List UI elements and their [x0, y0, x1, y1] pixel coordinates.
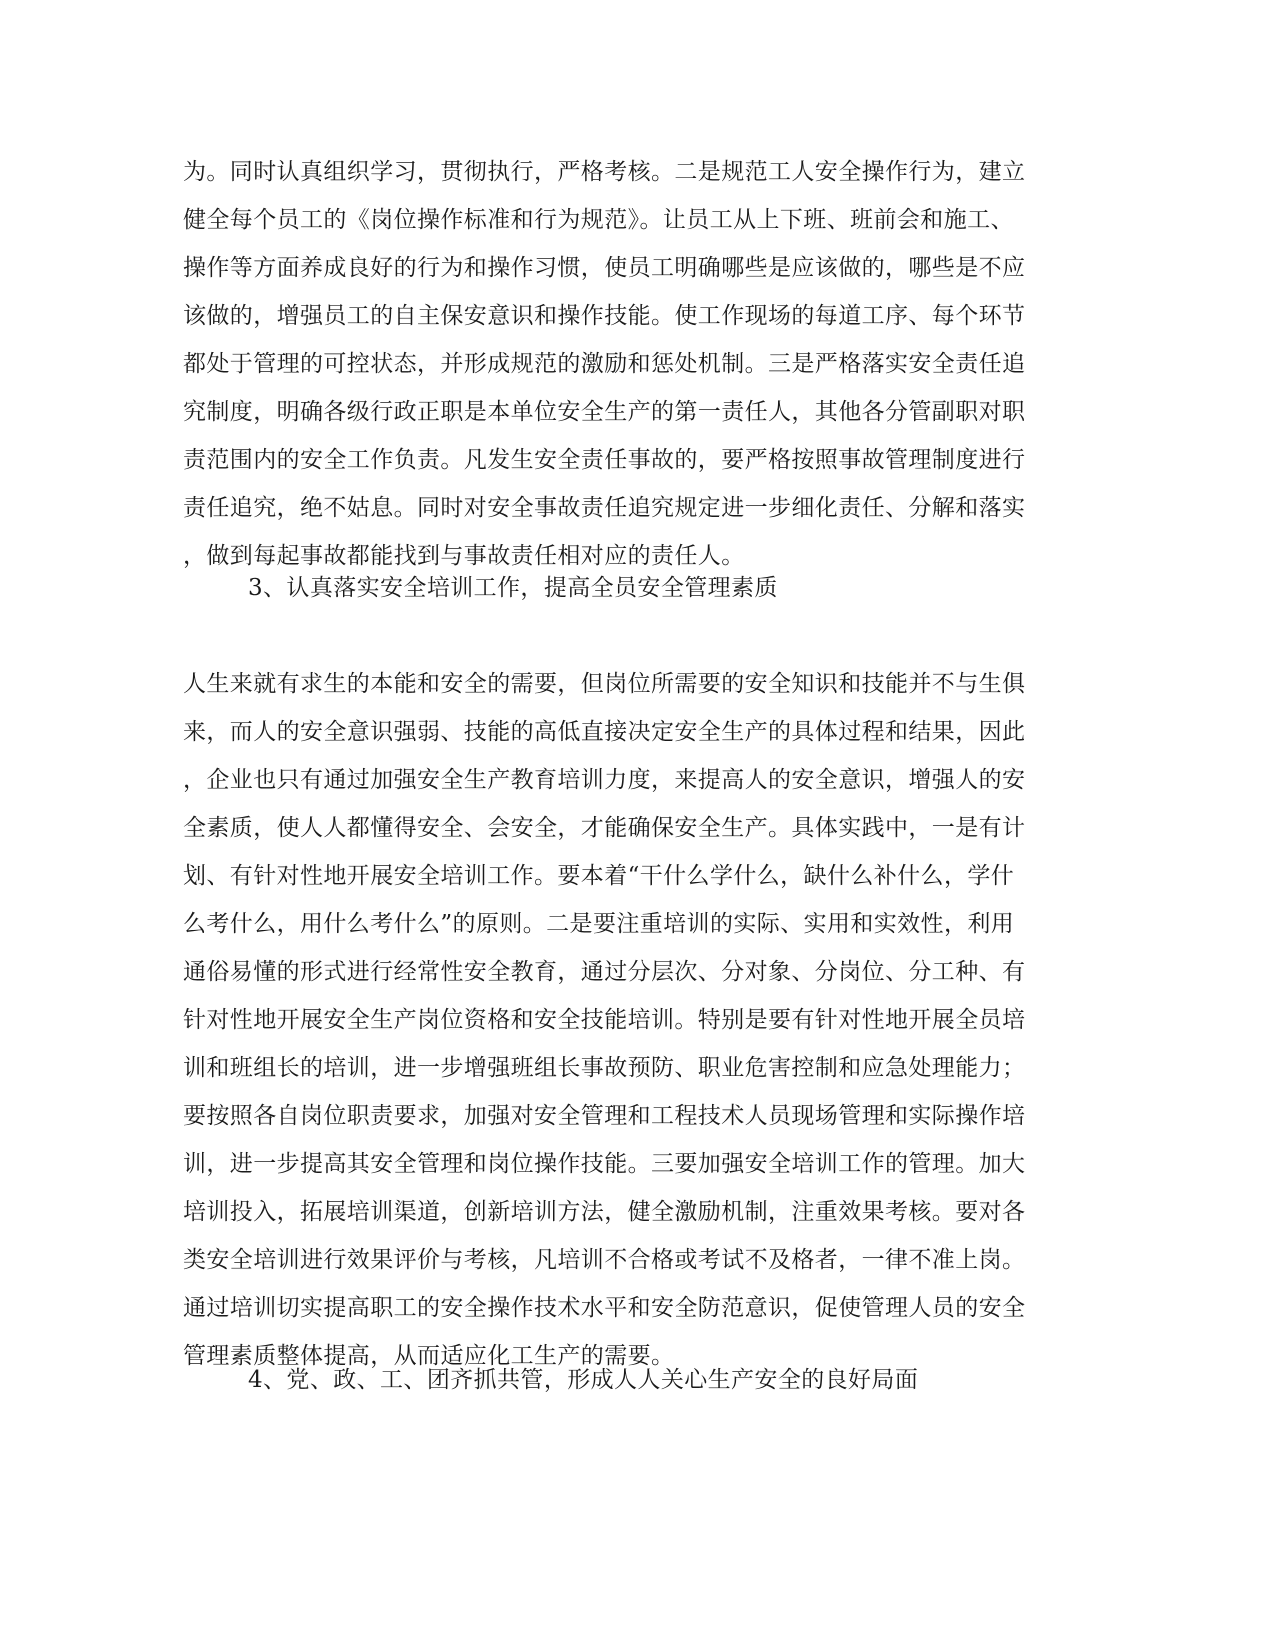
text-line: 责范围内的安全工作负责。凡发生安全责任事故的，要严格按照事故管理制度进行	[183, 447, 1026, 473]
text-line: 都处于管理的可控状态，并形成规范的激励和惩处机制。三是严格落实安全责任追	[183, 351, 1026, 377]
text-line: 管理素质整体提高，从而适应化工生产的需要。	[183, 1343, 675, 1369]
text-line: 要按照各自岗位职责要求，加强对安全管理和工程技术人员现场管理和实际操作培	[183, 1103, 1026, 1129]
text-line: 么考什么，用什么考什么”的原则。二是要注重培训的实际、实用和实效性，利用	[183, 911, 1015, 937]
paragraph-safety-training	[183, 660, 1083, 1380]
text-line: 为。同时认真组织学习，贯彻执行，严格考核。二是规范工人安全操作行为，建立	[183, 159, 1026, 185]
section-heading-3: 3、认真落实安全培训工作，提高全员安全管理素质	[248, 575, 778, 601]
text-line: 培训投入，拓展培训渠道，创新培训方法，健全激励机制，注重效果考核。要对各	[183, 1199, 1026, 1225]
text-line: ，企业也只有通过加强安全生产教育培训力度，来提高人的安全意识，增强人的安	[183, 767, 1026, 793]
text-line: 责任追究，绝不姑息。同时对安全事故责任追究规定进一步细化责任、分解和落实	[183, 495, 1026, 521]
text-line: 人生来就有求生的本能和安全的需要，但岗位所需要的安全知识和技能并不与生俱	[183, 671, 1026, 697]
text-line: 全素质，使人人都懂得安全、会安全，才能确保安全生产。具体实践中，一是有计	[183, 815, 1026, 841]
text-line: ，做到每起事故都能找到与事故责任相对应的责任人。	[183, 543, 745, 569]
text-line: 通过培训切实提高职工的安全操作技术水平和安全防范意识，促使管理人员的安全	[183, 1295, 1026, 1321]
text-line: 健全每个员工的《岗位操作标准和行为规范》。让员工从上下班、班前会和施工、	[183, 207, 1014, 233]
text-line: 操作等方面养成良好的行为和操作习惯，使员工明确哪些是应该做的，哪些是不应	[183, 255, 1026, 281]
text-line: 通俗易懂的形式进行经常性安全教育，通过分层次、分对象、分岗位、分工种、有	[183, 959, 1026, 985]
text-line: 究制度，明确各级行政正职是本单位安全生产的第一责任人，其他各分管副职对职	[183, 399, 1026, 425]
text-line: 训和班组长的培训，进一步增强班组长事故预防、职业危害控制和应急处理能力；	[183, 1055, 1026, 1081]
text-line: 划、有针对性地开展安全培训工作。要本着“干什么学什么，缺什么补什么，学什	[183, 863, 1015, 889]
paragraph-safety-responsibility	[183, 148, 1083, 580]
text-line: 针对性地开展安全生产岗位资格和安全技能培训。特别是要有针对性地开展全员培	[183, 1007, 1026, 1033]
text-line: 类安全培训进行效果评价与考核，凡培训不合格或考试不及格者，一律不准上岗。	[183, 1247, 1026, 1273]
text-line: 该做的，增强员工的自主保安意识和操作技能。使工作现场的每道工序、每个环节	[183, 303, 1026, 329]
text-line: 来，而人的安全意识强弱、技能的高低直接决定安全生产的具体过程和结果，因此	[183, 719, 1026, 745]
section-heading-4: 4、党、政、工、团齐抓共管，形成人人关心生产安全的良好局面	[248, 1367, 919, 1393]
text-line: 训，进一步提高其安全管理和岗位操作技能。三要加强安全培训工作的管理。加大	[183, 1151, 1026, 1177]
